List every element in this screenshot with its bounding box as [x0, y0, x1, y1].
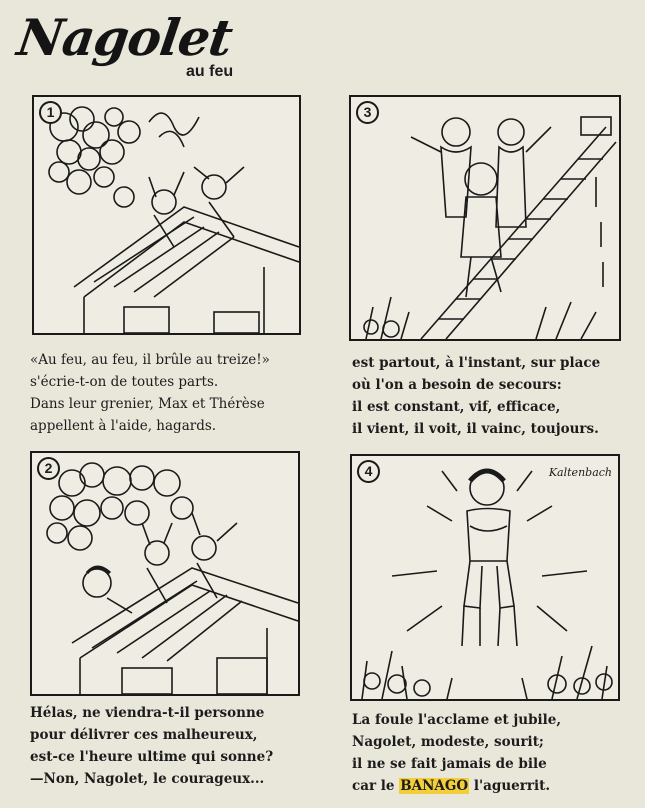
caption-line: s'écrie-t-on de toutes parts. [30, 374, 219, 390]
caption-line: «Au feu, au feu, il brûle au treize!» [30, 352, 270, 368]
artist-signature: Kaltenbach [548, 466, 612, 479]
panel-2-illustration [32, 453, 298, 694]
panel-2 [30, 451, 300, 696]
caption-prefix: car le [352, 778, 395, 794]
caption-line: il ne se fait jamais de bile [352, 756, 547, 772]
panel-number: 1 [39, 101, 62, 124]
caption-top-left [30, 349, 270, 437]
panel-4-illustration [352, 456, 618, 699]
caption-line: pour délivrer ces malheureux, [30, 727, 258, 743]
caption-line: il vient, il voit, il vainc, toujours. [352, 421, 599, 437]
panel-3 [349, 95, 621, 341]
caption-line: est-ce l'heure ultime qui sonne? [30, 749, 274, 765]
caption-bottom-left [30, 702, 273, 790]
panel-number: 3 [356, 101, 379, 124]
comic-title: Nagolet [13, 8, 236, 67]
panel-3-illustration [351, 97, 619, 339]
panel-1-illustration [34, 97, 299, 333]
caption-line: il est constant, vif, efficace, [352, 399, 561, 415]
caption-line-last [352, 775, 561, 797]
comic-subtitle: au feu [186, 63, 234, 80]
caption-line: Dans leur grenier, Max et Thérèse [30, 396, 265, 412]
caption-line: où l'on a besoin de secours: [352, 377, 562, 393]
brand-name: BANAGO [400, 778, 469, 794]
caption-line: Nagolet, modeste, sourit; [352, 734, 544, 750]
caption-line: appellent à l'aide, hagards. [30, 418, 217, 434]
panel-number: 2 [37, 457, 60, 480]
caption-top-right [352, 352, 600, 440]
caption-bottom-right [352, 709, 561, 797]
panel-1 [32, 95, 301, 335]
caption-line: Hélas, ne viendra-t-il personne [30, 705, 265, 721]
caption-line: —Non, Nagolet, le courageux... [30, 771, 265, 787]
caption-line: La foule l'acclame et jubile, [352, 712, 562, 728]
caption-suffix: l'aguerrit. [473, 778, 551, 794]
panel-number: 4 [357, 460, 380, 483]
panel-4 [350, 454, 620, 701]
caption-line: est partout, à l'instant, sur place [352, 355, 601, 371]
